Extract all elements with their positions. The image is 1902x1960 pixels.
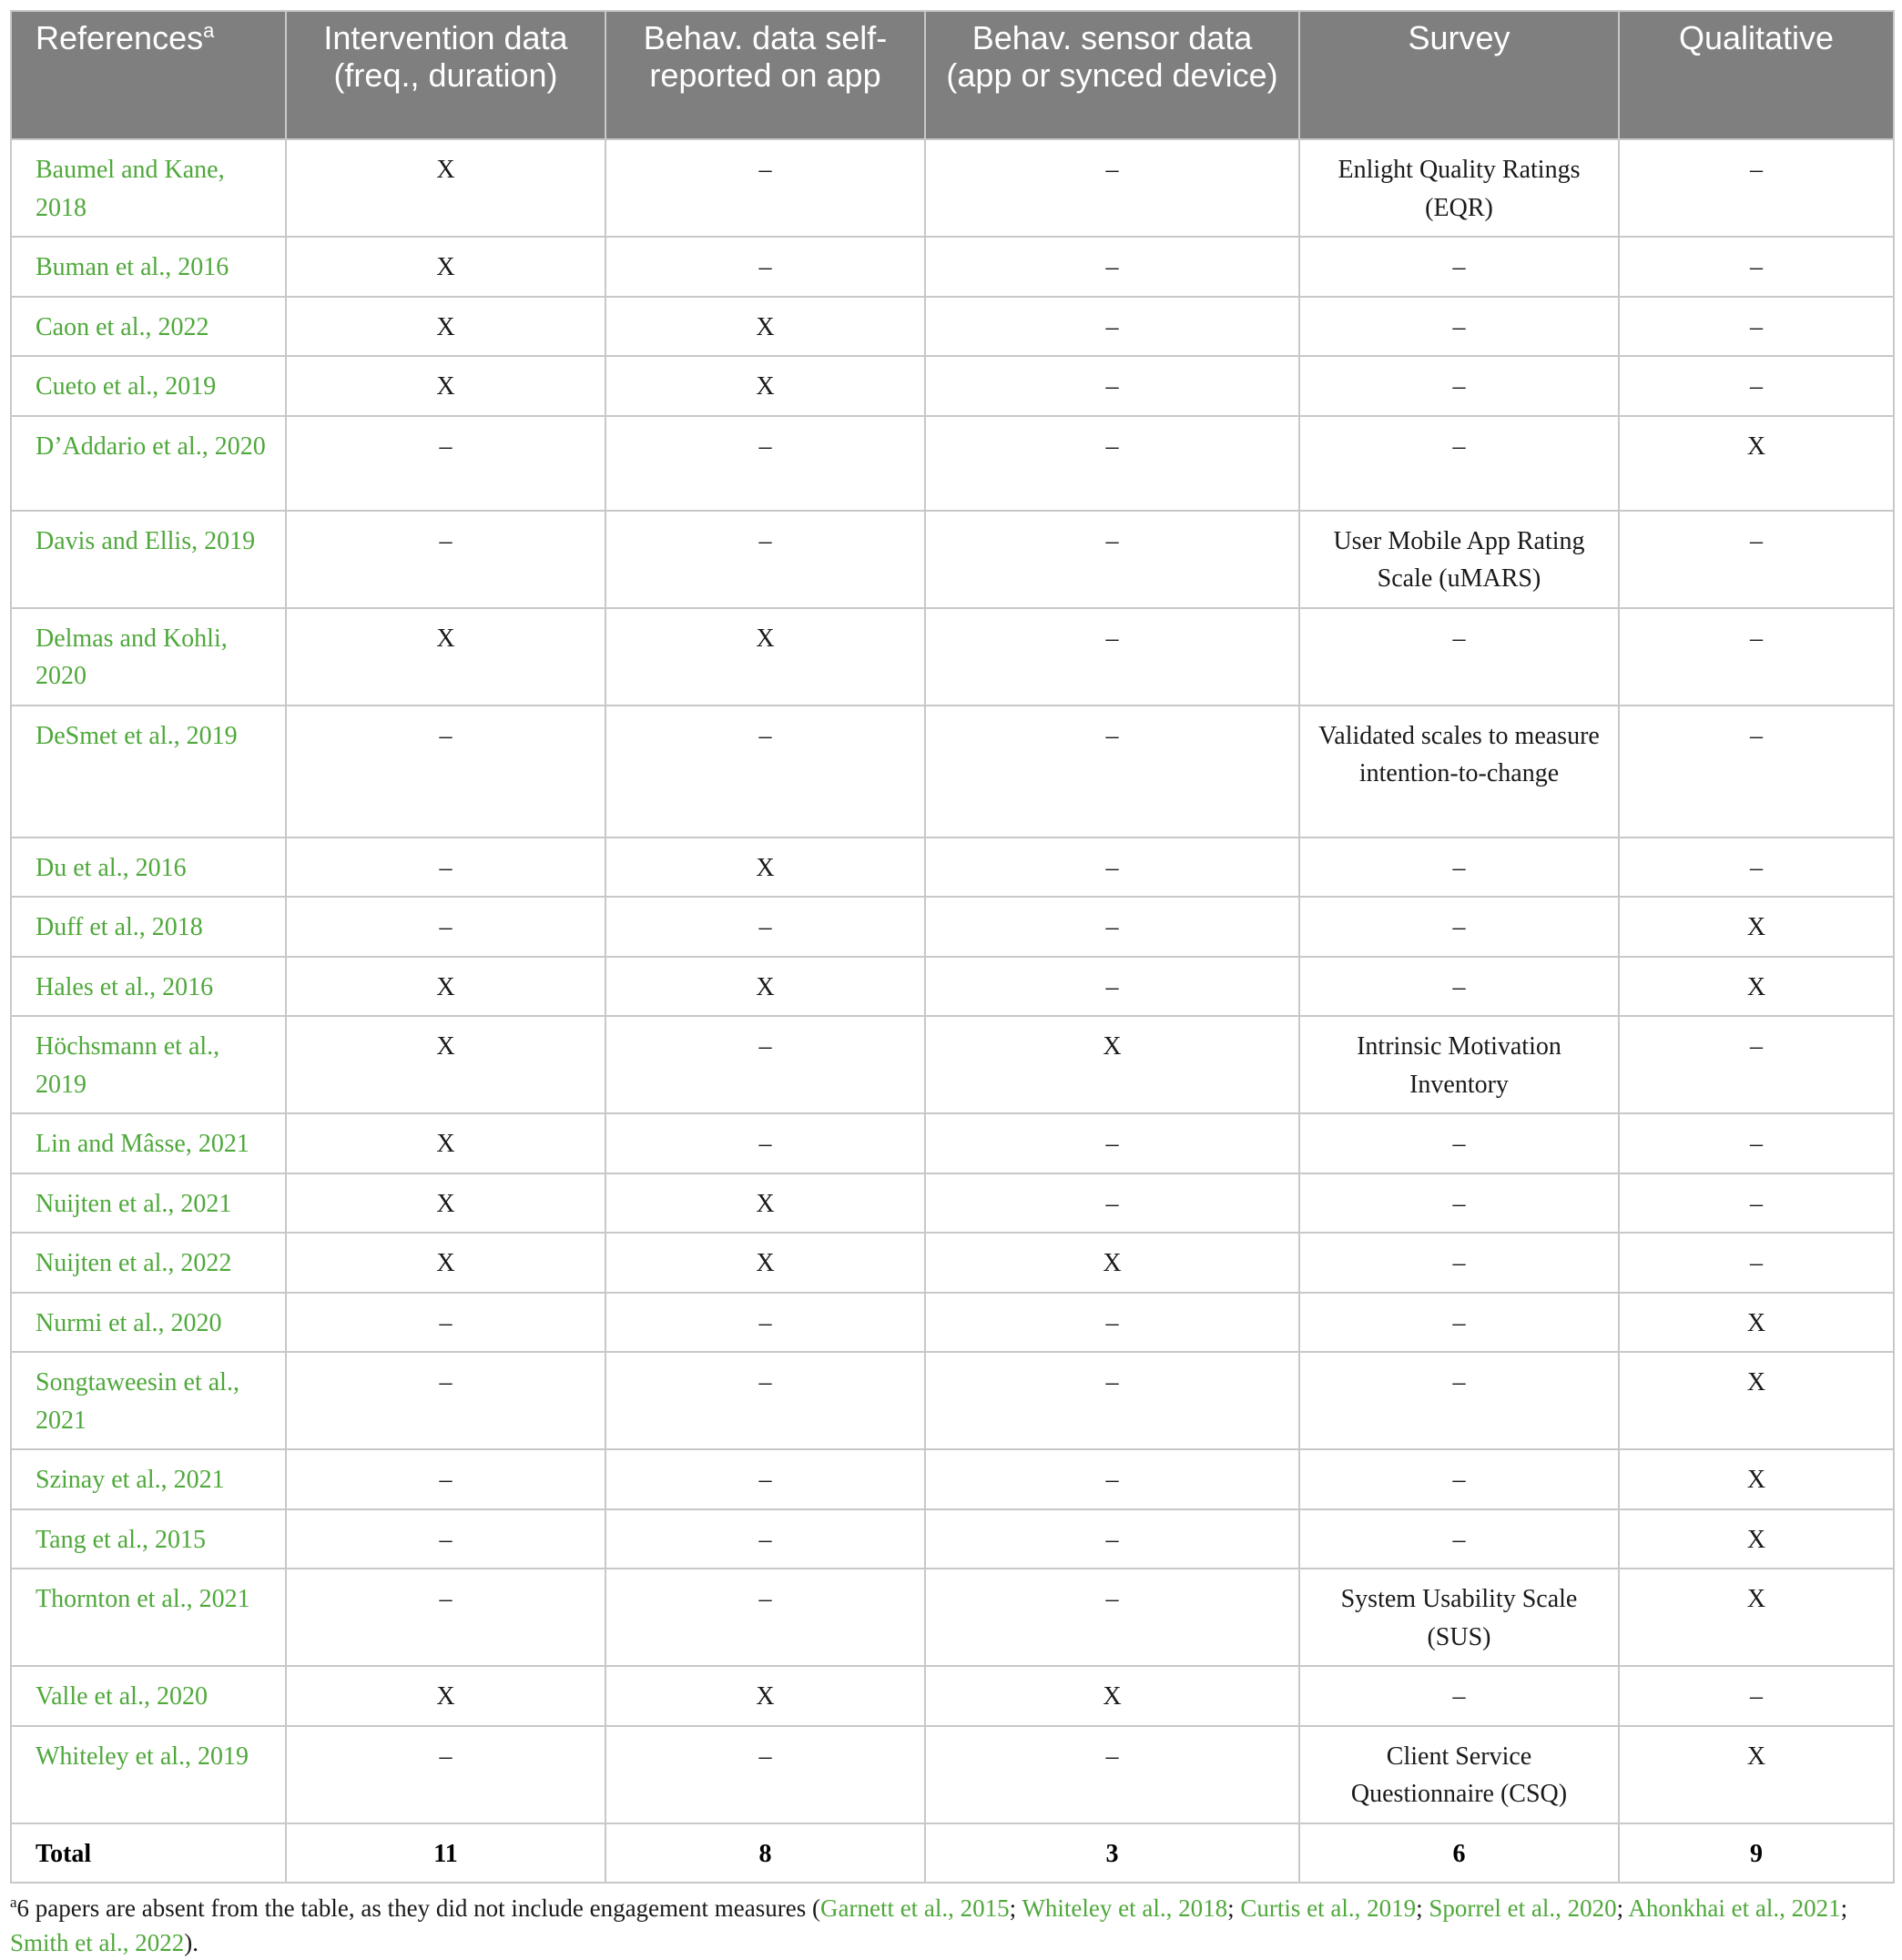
qualitative-cell: – bbox=[1619, 139, 1894, 237]
qualitative-cell: – bbox=[1619, 706, 1894, 838]
intervention-cell: – bbox=[286, 897, 605, 957]
self-reported-cell: X bbox=[605, 356, 925, 416]
footnote-separator: ; bbox=[1416, 1894, 1429, 1922]
intervention-cell: X bbox=[286, 1173, 605, 1234]
qualitative-cell: – bbox=[1619, 1666, 1894, 1726]
reference-link[interactable]: Duff et al., 2018 bbox=[11, 897, 286, 957]
sensor-cell: – bbox=[925, 957, 1299, 1017]
survey-cell: – bbox=[1299, 297, 1619, 357]
total-survey: 6 bbox=[1299, 1823, 1619, 1884]
reference-link[interactable]: Nuijten et al., 2022 bbox=[11, 1233, 286, 1293]
qualitative-cell: – bbox=[1619, 237, 1894, 297]
table-row bbox=[11, 1666, 1894, 1726]
footnote-marker: a bbox=[10, 1894, 17, 1911]
qualitative-cell: – bbox=[1619, 297, 1894, 357]
table-row bbox=[11, 1509, 1894, 1569]
reference-link[interactable]: Thornton et al., 2021 bbox=[11, 1569, 286, 1666]
survey-cell: – bbox=[1299, 957, 1619, 1017]
table-row bbox=[11, 511, 1894, 608]
table-row bbox=[11, 297, 1894, 357]
intervention-cell: X bbox=[286, 1666, 605, 1726]
table-row bbox=[11, 416, 1894, 511]
survey-cell: System Usability Scale (SUS) bbox=[1299, 1569, 1619, 1666]
reference-link[interactable]: D’Addario et al., 2020 bbox=[11, 416, 286, 511]
intervention-cell: – bbox=[286, 706, 605, 838]
reference-link[interactable]: Whiteley et al., 2019 bbox=[11, 1726, 286, 1823]
survey-cell: – bbox=[1299, 1666, 1619, 1726]
intervention-cell: – bbox=[286, 1726, 605, 1823]
table-row bbox=[11, 897, 1894, 957]
intervention-cell: X bbox=[286, 1233, 605, 1293]
reference-link[interactable]: Hales et al., 2016 bbox=[11, 957, 286, 1017]
table-row bbox=[11, 356, 1894, 416]
header-survey: Survey bbox=[1299, 11, 1619, 139]
reference-link[interactable]: Caon et al., 2022 bbox=[11, 297, 286, 357]
table-header bbox=[11, 11, 1894, 139]
survey-cell: Intrinsic Motivation Inventory bbox=[1299, 1016, 1619, 1113]
intervention-cell: X bbox=[286, 1113, 605, 1173]
survey-cell: – bbox=[1299, 356, 1619, 416]
sensor-cell: – bbox=[925, 356, 1299, 416]
total-self-reported: 8 bbox=[605, 1823, 925, 1884]
intervention-cell: X bbox=[286, 297, 605, 357]
self-reported-cell: – bbox=[605, 1113, 925, 1173]
intervention-cell: – bbox=[286, 1293, 605, 1353]
survey-cell: – bbox=[1299, 1293, 1619, 1353]
table-footnote bbox=[10, 1891, 1893, 1960]
sensor-cell: – bbox=[925, 416, 1299, 511]
intervention-cell: – bbox=[286, 1569, 605, 1666]
table-row bbox=[11, 1569, 1894, 1666]
intervention-cell: X bbox=[286, 1016, 605, 1113]
self-reported-cell: X bbox=[605, 957, 925, 1017]
header-qualitative: Qualitative bbox=[1619, 11, 1894, 139]
reference-link[interactable]: DeSmet et al., 2019 bbox=[11, 706, 286, 838]
table-row bbox=[11, 1173, 1894, 1234]
survey-cell: – bbox=[1299, 237, 1619, 297]
qualitative-cell: X bbox=[1619, 416, 1894, 511]
total-row bbox=[11, 1823, 1894, 1884]
self-reported-cell: – bbox=[605, 237, 925, 297]
footnote-separator: ; bbox=[1009, 1894, 1022, 1922]
table-row bbox=[11, 237, 1894, 297]
table-row bbox=[11, 1352, 1894, 1449]
intervention-cell: – bbox=[286, 1509, 605, 1569]
self-reported-cell: – bbox=[605, 1352, 925, 1449]
footnote-citation-link[interactable]: Smith et al., 2022 bbox=[10, 1929, 185, 1956]
reference-link[interactable]: Höchsmann et al., 2019 bbox=[11, 1016, 286, 1113]
qualitative-cell: X bbox=[1619, 1509, 1894, 1569]
header-intervention-data: Intervention data (freq., duration) bbox=[286, 11, 605, 139]
qualitative-cell: X bbox=[1619, 1293, 1894, 1353]
reference-link[interactable]: Delmas and Kohli, 2020 bbox=[11, 608, 286, 706]
intervention-cell: X bbox=[286, 957, 605, 1017]
sensor-cell: – bbox=[925, 838, 1299, 898]
sensor-cell: – bbox=[925, 139, 1299, 237]
sensor-cell: – bbox=[925, 1449, 1299, 1509]
survey-cell: – bbox=[1299, 1233, 1619, 1293]
self-reported-cell: – bbox=[605, 416, 925, 511]
qualitative-cell: – bbox=[1619, 1113, 1894, 1173]
reference-link[interactable]: Valle et al., 2020 bbox=[11, 1666, 286, 1726]
reference-link[interactable]: Nuijten et al., 2021 bbox=[11, 1173, 286, 1234]
qualitative-cell: X bbox=[1619, 957, 1894, 1017]
survey-cell: – bbox=[1299, 897, 1619, 957]
footnote-text: 6 papers are absent from the table, as they did not include engagement measures ( bbox=[16, 1894, 820, 1922]
intervention-cell: X bbox=[286, 139, 605, 237]
reference-link[interactable]: Nurmi et al., 2020 bbox=[11, 1293, 286, 1353]
self-reported-cell: – bbox=[605, 511, 925, 608]
reference-link[interactable]: Buman et al., 2016 bbox=[11, 237, 286, 297]
header-references-footnote-marker: a bbox=[203, 19, 215, 42]
table-row bbox=[11, 838, 1894, 898]
sensor-cell: – bbox=[925, 297, 1299, 357]
sensor-cell: – bbox=[925, 237, 1299, 297]
engagement-measures-table bbox=[10, 10, 1895, 1884]
intervention-cell: – bbox=[286, 1449, 605, 1509]
sensor-cell: X bbox=[925, 1666, 1299, 1726]
qualitative-cell: X bbox=[1619, 1726, 1894, 1823]
survey-cell: Validated scales to measure intention-to-change bbox=[1299, 706, 1619, 838]
self-reported-cell: – bbox=[605, 139, 925, 237]
survey-cell: – bbox=[1299, 1173, 1619, 1234]
table-row bbox=[11, 1233, 1894, 1293]
reference-link[interactable]: Davis and Ellis, 2019 bbox=[11, 511, 286, 608]
qualitative-cell: X bbox=[1619, 897, 1894, 957]
self-reported-cell: X bbox=[605, 1173, 925, 1234]
footnote-citation-link[interactable]: Sporrel et al., 2020 bbox=[1429, 1894, 1617, 1922]
survey-cell: – bbox=[1299, 1352, 1619, 1449]
reference-link[interactable]: Lin and Mâsse, 2021 bbox=[11, 1113, 286, 1173]
header-behav-sensor: Behav. sensor data (app or synced device) bbox=[925, 11, 1299, 139]
table-body bbox=[11, 139, 1894, 1883]
self-reported-cell: – bbox=[605, 1016, 925, 1113]
survey-cell: User Mobile App Rating Scale (uMARS) bbox=[1299, 511, 1619, 608]
self-reported-cell: – bbox=[605, 1569, 925, 1666]
self-reported-cell: – bbox=[605, 897, 925, 957]
header-references bbox=[11, 11, 286, 139]
intervention-cell: X bbox=[286, 237, 605, 297]
footnote-closing: ). bbox=[184, 1929, 198, 1956]
survey-cell: Client Service Questionnaire (CSQ) bbox=[1299, 1726, 1619, 1823]
self-reported-cell: X bbox=[605, 608, 925, 706]
header-behav-self-reported: Behav. data self-reported on app bbox=[605, 11, 925, 139]
total-sensor: 3 bbox=[925, 1823, 1299, 1884]
sensor-cell: – bbox=[925, 1569, 1299, 1666]
total-intervention: 11 bbox=[286, 1823, 605, 1884]
qualitative-cell: X bbox=[1619, 1449, 1894, 1509]
table-row bbox=[11, 1293, 1894, 1353]
survey-cell: – bbox=[1299, 608, 1619, 706]
intervention-cell: X bbox=[286, 608, 605, 706]
survey-cell: – bbox=[1299, 838, 1619, 898]
qualitative-cell: – bbox=[1619, 1173, 1894, 1234]
qualitative-cell: – bbox=[1619, 511, 1894, 608]
sensor-cell: – bbox=[925, 1173, 1299, 1234]
intervention-cell: – bbox=[286, 838, 605, 898]
sensor-cell: – bbox=[925, 1113, 1299, 1173]
survey-cell: Enlight Quality Ratings (EQR) bbox=[1299, 139, 1619, 237]
qualitative-cell: – bbox=[1619, 356, 1894, 416]
table-row bbox=[11, 957, 1894, 1017]
self-reported-cell: X bbox=[605, 838, 925, 898]
total-label: Total bbox=[11, 1823, 286, 1884]
table-row bbox=[11, 1113, 1894, 1173]
self-reported-cell: X bbox=[605, 1666, 925, 1726]
qualitative-cell: – bbox=[1619, 1016, 1894, 1113]
footnote-separator: ; bbox=[1616, 1894, 1629, 1922]
reference-link[interactable]: Szinay et al., 2021 bbox=[11, 1449, 286, 1509]
reference-link[interactable]: Baumel and Kane, 2018 bbox=[11, 139, 286, 237]
self-reported-cell: X bbox=[605, 1233, 925, 1293]
reference-link[interactable]: Songtaweesin et al., 2021 bbox=[11, 1352, 286, 1449]
reference-link[interactable]: Cueto et al., 2019 bbox=[11, 356, 286, 416]
intervention-cell: – bbox=[286, 416, 605, 511]
footnote-citation-link[interactable]: Garnett et al., 2015 bbox=[819, 1894, 1010, 1922]
sensor-cell: – bbox=[925, 511, 1299, 608]
survey-cell: – bbox=[1299, 1449, 1619, 1509]
table-row bbox=[11, 139, 1894, 237]
survey-cell: – bbox=[1299, 1113, 1619, 1173]
qualitative-cell: – bbox=[1619, 838, 1894, 898]
total-qualitative: 9 bbox=[1619, 1823, 1894, 1884]
table-figure bbox=[10, 10, 1893, 1960]
table-row bbox=[11, 1449, 1894, 1509]
footnote-citation-link[interactable]: Ahonkhai et al., 2021 bbox=[1628, 1894, 1841, 1922]
self-reported-cell: – bbox=[605, 1509, 925, 1569]
footnote-separator: ; bbox=[1840, 1894, 1848, 1922]
sensor-cell: – bbox=[925, 1293, 1299, 1353]
qualitative-cell: – bbox=[1619, 1233, 1894, 1293]
sensor-cell: X bbox=[925, 1016, 1299, 1113]
footnote-citation-link[interactable]: Curtis et al., 2019 bbox=[1240, 1894, 1417, 1922]
reference-link[interactable]: Du et al., 2016 bbox=[11, 838, 286, 898]
survey-cell: – bbox=[1299, 416, 1619, 511]
qualitative-cell: X bbox=[1619, 1352, 1894, 1449]
footnote-citation-link[interactable]: Whiteley et al., 2018 bbox=[1022, 1894, 1228, 1922]
table-row bbox=[11, 706, 1894, 838]
table-row bbox=[11, 608, 1894, 706]
self-reported-cell: X bbox=[605, 297, 925, 357]
sensor-cell: – bbox=[925, 608, 1299, 706]
footnote-separator: ; bbox=[1227, 1894, 1241, 1922]
intervention-cell: – bbox=[286, 511, 605, 608]
qualitative-cell: – bbox=[1619, 608, 1894, 706]
self-reported-cell: – bbox=[605, 1726, 925, 1823]
table-row bbox=[11, 1016, 1894, 1113]
sensor-cell: – bbox=[925, 1509, 1299, 1569]
self-reported-cell: – bbox=[605, 1293, 925, 1353]
header-references-label: References bbox=[36, 19, 204, 56]
sensor-cell: – bbox=[925, 897, 1299, 957]
intervention-cell: X bbox=[286, 356, 605, 416]
qualitative-cell: X bbox=[1619, 1569, 1894, 1666]
self-reported-cell: – bbox=[605, 1449, 925, 1509]
intervention-cell: – bbox=[286, 1352, 605, 1449]
sensor-cell: – bbox=[925, 1352, 1299, 1449]
sensor-cell: X bbox=[925, 1233, 1299, 1293]
sensor-cell: – bbox=[925, 1726, 1299, 1823]
reference-link[interactable]: Tang et al., 2015 bbox=[11, 1509, 286, 1569]
sensor-cell: – bbox=[925, 706, 1299, 838]
self-reported-cell: – bbox=[605, 706, 925, 838]
table-row bbox=[11, 1726, 1894, 1823]
survey-cell: – bbox=[1299, 1509, 1619, 1569]
